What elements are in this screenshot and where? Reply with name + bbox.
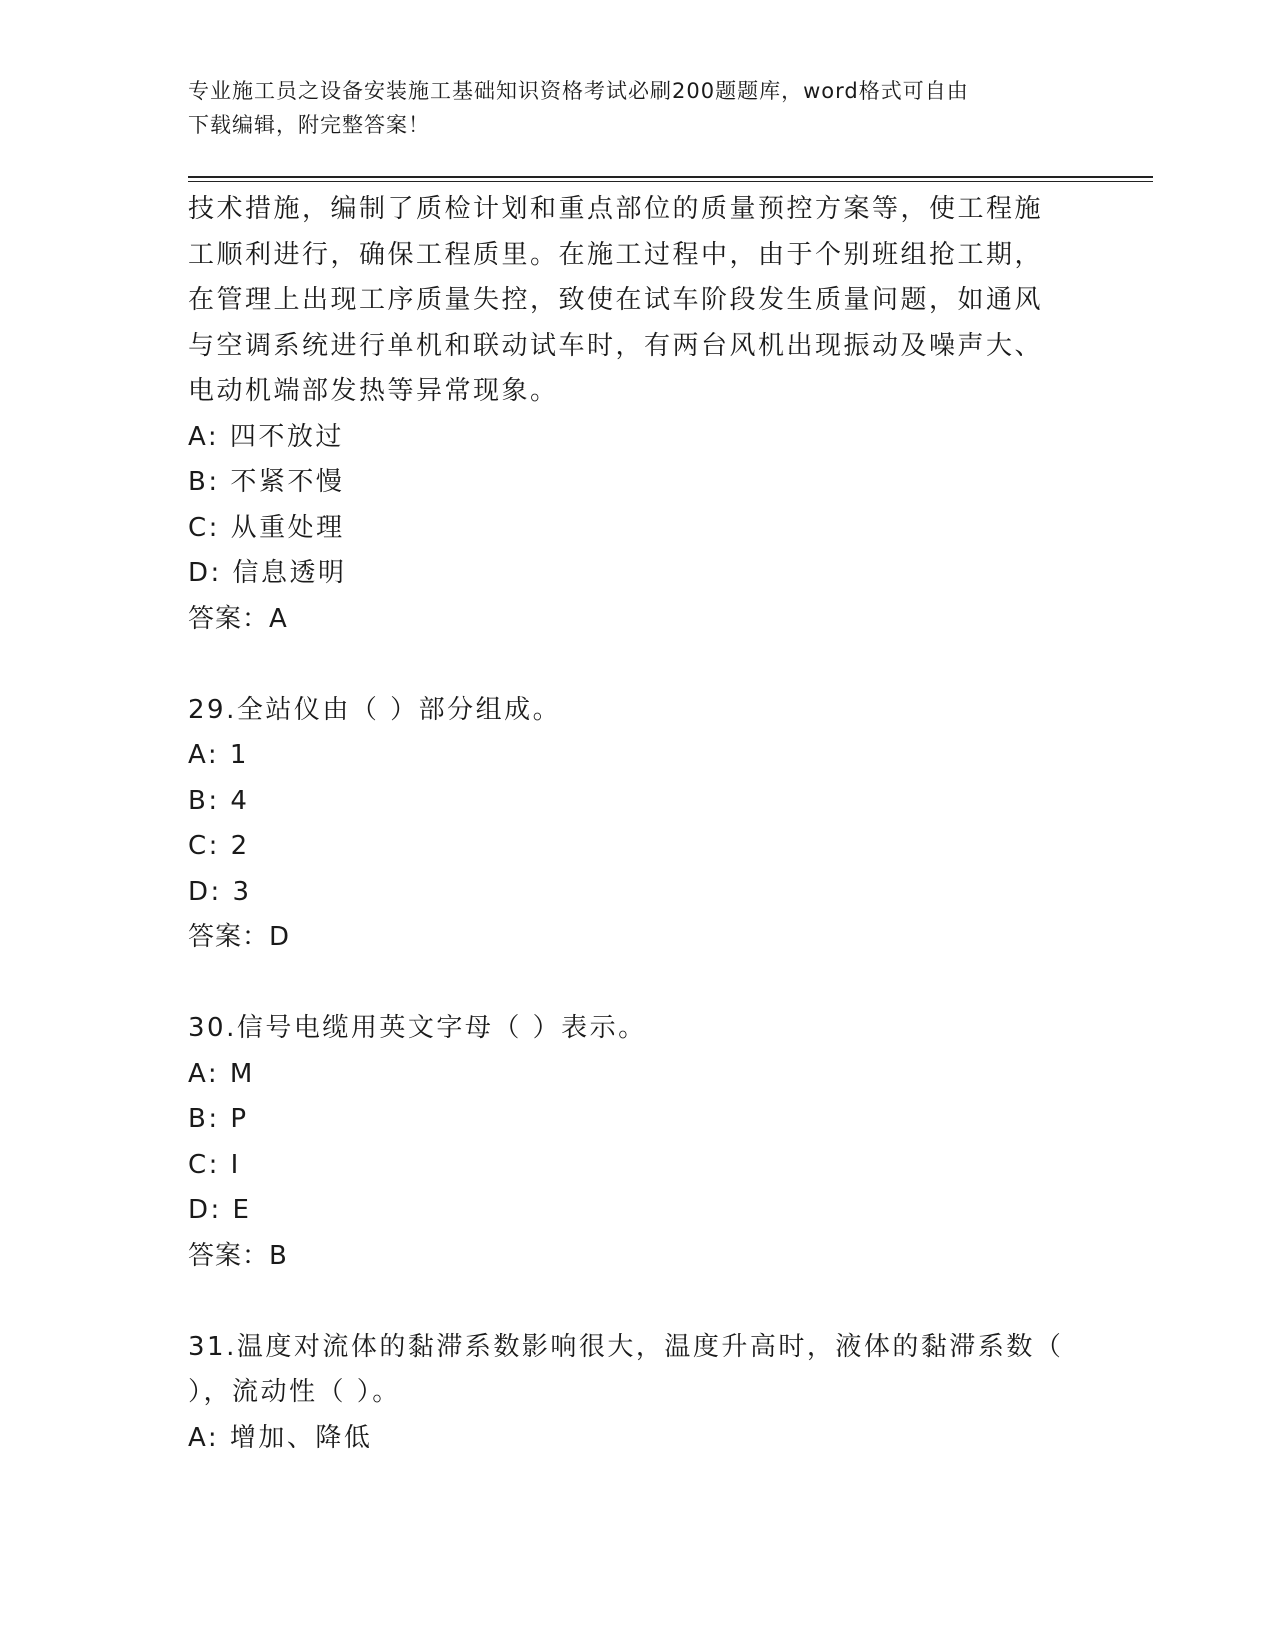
option-a: A: M — [188, 1058, 255, 1089]
question-30 — [188, 1006, 1088, 1279]
option-c: C: 从重处理 — [188, 512, 345, 543]
spacer — [188, 961, 1088, 1007]
option-b: B: 不紧不慢 — [188, 467, 345, 497]
option-a: A: 四不放过 — [188, 421, 344, 452]
question-text-line: 31.温度对流体的黏滞系数影响很大，温度升高时，液体的黏滞系数（ — [188, 1331, 1064, 1362]
answer: 答案：B — [188, 1240, 288, 1271]
header-divider-thick — [188, 176, 1153, 178]
option-d: D: E — [188, 1195, 252, 1225]
spacer — [188, 1279, 1088, 1325]
option-a: A: 增加、降低 — [188, 1422, 373, 1453]
question-text-line: ），流动性（ ）。 — [188, 1377, 401, 1407]
document-header — [188, 74, 1068, 142]
question-text-line: 技术措施，编制了质检计划和重点部位的质量预控方案等，使工程施 — [188, 194, 1044, 224]
option-b: B: 4 — [188, 785, 250, 816]
header-line-2: 下载编辑，附完整答案！ — [188, 113, 430, 137]
spacer — [188, 642, 1088, 688]
question-continued — [188, 187, 1088, 642]
option-c: C: I — [188, 1149, 241, 1180]
question-text-line: 与空调系统进行单机和联动试车时，有两台风机出现振动及噪声大、 — [188, 330, 1044, 361]
option-a: A: 1 — [188, 740, 249, 770]
option-c: C: 2 — [188, 831, 250, 861]
document-body — [188, 187, 1088, 1461]
answer: 答案：D — [188, 922, 291, 952]
question-text-line: 在管理上出现工序质量失控，致使在试车阶段发生质量问题，如通风 — [188, 285, 1044, 315]
question-29 — [188, 688, 1088, 961]
question-text-line: 29.全站仪由（ ）部分组成。 — [188, 694, 562, 725]
option-d: D: 3 — [188, 876, 252, 907]
question-text-line: 工顺利进行，确保工程质里。在施工过程中，由于个别班组抢工期， — [188, 239, 1044, 270]
question-text-line: 电动机端部发热等异常现象。 — [188, 376, 559, 406]
option-d: D: 信息透明 — [188, 558, 347, 588]
question-text-line: 30.信号电缆用英文字母（ ）表示。 — [188, 1013, 647, 1043]
answer: 答案：A — [188, 603, 288, 634]
header-divider-thin — [188, 181, 1153, 182]
question-31 — [188, 1325, 1088, 1462]
option-b: B: P — [188, 1104, 249, 1134]
header-line-1: 专业施工员之设备安装施工基础知识资格考试必刷200题题库，word格式可自由 — [188, 79, 969, 103]
